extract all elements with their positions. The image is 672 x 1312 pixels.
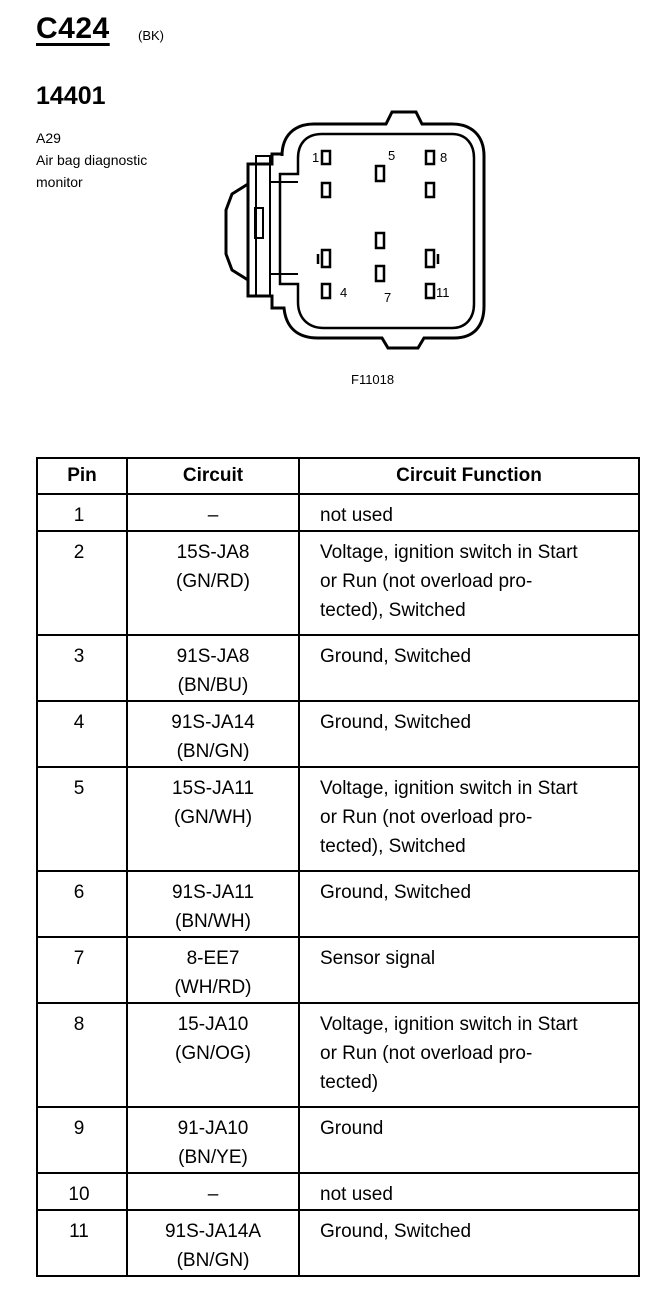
function-cell-text: Ground, Switched [320,646,472,667]
connector-face-diagram [222,96,492,356]
function-cell-text: Ground, Switched [320,882,472,903]
circuit-cell-text: 15S-JA11 (GN/WH) [171,778,255,828]
pin-cell-text: 2 [73,542,85,563]
function-cell [299,1210,639,1276]
function-cell-text: Voltage, ignition switch in Start or Run (not overload pro- tected), Switched [320,778,578,857]
table-row [37,635,639,701]
circuit-cell-text: 91-JA10 (BN/YE) [177,1118,249,1168]
table-row [37,1210,639,1276]
pin-cell [37,1210,127,1276]
pinout-table-body [37,494,639,1276]
table-row [37,531,639,635]
component-name-line1: Air bag diagnostic [36,152,148,168]
pin-cell [37,494,127,531]
pin-cell-text: 5 [73,778,85,799]
header-circuit: Circuit [127,458,299,494]
pin-cell-text: 1 [73,505,85,526]
function-cell [299,494,639,531]
circuit-cell-text: 8-EE7 (WH/RD) [174,948,252,998]
circuit-cell [127,701,299,767]
function-cell [299,635,639,701]
circuit-cell-text: 91S-JA11 (BN/WH) [171,882,255,932]
function-cell-text: Ground [320,1118,384,1139]
figure-reference: F11018 [351,372,395,387]
pin-label-8: 8 [440,150,448,165]
table-row [37,767,639,871]
circuit-cell [127,871,299,937]
table-row [37,871,639,937]
table-row [37,701,639,767]
pin-cell-text: 9 [73,1118,85,1139]
function-cell [299,1003,639,1107]
circuit-cell [127,1003,299,1107]
pin-label-5: 5 [388,148,396,163]
pin-cell [37,767,127,871]
circuit-cell [127,767,299,871]
circuit-cell [127,635,299,701]
pin-label-7: 7 [384,290,392,305]
pin-cell-text: 8 [73,1014,85,1035]
circuit-cell-text: 91S-JA8 (BN/BU) [176,646,250,696]
part-number: 14401 [36,82,106,110]
pin-cavities [318,151,438,298]
circuit-cell [127,1107,299,1173]
table-row [37,494,639,531]
function-cell-text: not used [320,1184,393,1205]
function-cell-text: Voltage, ignition switch in Start or Run (not overload pro- tected) [320,1014,578,1093]
pin-cell [37,937,127,1003]
circuit-cell-text: 15S-JA8 (GN/RD) [176,542,250,592]
table-row [37,1003,639,1107]
connector-side-latch [226,184,248,280]
circuit-cell [127,1210,299,1276]
circuit-cell [127,1173,299,1210]
component-description [36,127,147,193]
function-cell [299,871,639,937]
pin-label-4: 4 [340,285,348,300]
pinout-table [36,457,640,1277]
pin-cell-text: 3 [73,646,85,667]
pin-cell [37,701,127,767]
table-row [37,1173,639,1210]
circuit-cell-text: – [207,505,219,526]
table-row [37,1107,639,1173]
function-cell [299,1107,639,1173]
pin-label-1: 1 [312,150,320,165]
table-row [37,937,639,1003]
connector-id-title: C424 [36,12,110,45]
pin-label-11: 11 [436,285,450,300]
circuit-cell [127,937,299,1003]
function-cell-text: not used [320,505,393,526]
pin-cell-text: 6 [73,882,85,903]
function-cell [299,767,639,871]
pin-cell-text: 11 [69,1221,89,1242]
pin-cell [37,1003,127,1107]
circuit-cell-text: – [207,1184,219,1205]
pin-cell [37,1173,127,1210]
function-cell [299,531,639,635]
function-cell [299,1173,639,1210]
header-circuit-function: Circuit Function [299,458,639,494]
function-cell-text: Sensor signal [320,948,436,969]
pin-cell [37,635,127,701]
pin-cell-text: 7 [73,948,85,969]
function-cell-text: Voltage, ignition switch in Start or Run (not overload pro- tected), Switched [320,542,578,621]
component-code: A29 [36,130,61,146]
pin-cell [37,1107,127,1173]
pin-cell-text: 4 [73,712,85,733]
function-cell-text: Ground, Switched [320,712,472,733]
component-name-line2: monitor [36,174,83,190]
circuit-cell-text: 91S-JA14 (BN/GN) [171,712,255,762]
connector-outer-housing [248,112,484,348]
circuit-cell [127,531,299,635]
circuit-cell-text: 91S-JA14A (BN/GN) [164,1221,262,1271]
header-pin: Pin [37,458,127,494]
pin-cell [37,531,127,635]
pin-cell [37,871,127,937]
function-cell [299,937,639,1003]
connector-color: (BK) [138,28,164,43]
table-header-row [37,458,639,494]
circuit-cell-text: 15-JA10 (GN/OG) [175,1014,251,1064]
pin-cell-text: 10 [68,1184,90,1205]
function-cell [299,701,639,767]
circuit-cell [127,494,299,531]
function-cell-text: Ground, Switched [320,1221,472,1242]
